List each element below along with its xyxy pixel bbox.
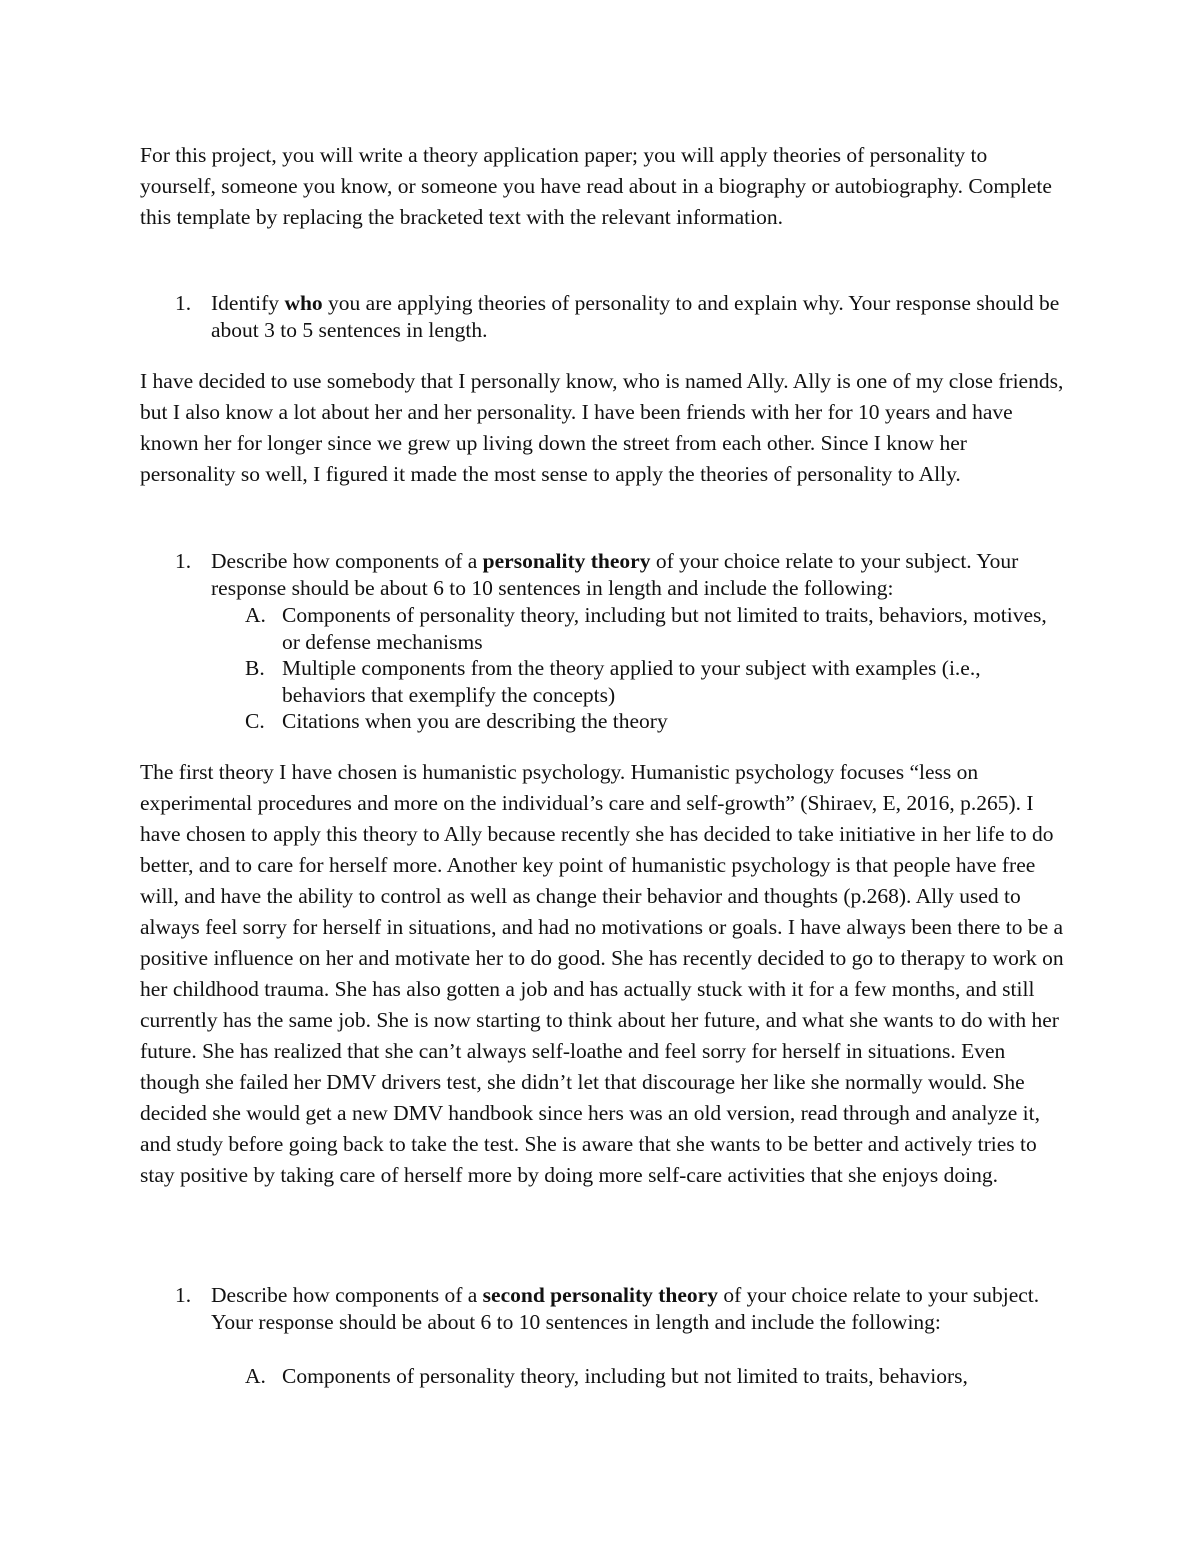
prompt-2-text-before: Describe how components of a [211,549,483,573]
prompt-1-bold: who [284,291,323,315]
prompt-2-item-a [245,602,1065,655]
prompt-3-number: 1. [175,1283,192,1307]
prompt-2-item-a-letter: A. [245,603,266,627]
prompt-3-item-a-letter: A. [245,1364,266,1388]
answer-1-paragraph: I have decided to use somebody that I personally know, who is named Ally. Ally is one of my close friends, but I also know a lot about her and her personality. I have been friends with her for 10 years and have known her for longer since we grew up living down the street from each other. Since I know her personality so well, I figured it made the most sense to apply the theories of personality to Ally. [140,369,1064,486]
prompt-1 [175,290,1065,343]
prompt-2-item-b-text: Multiple components from the theory applied to your subject with examples (i.e., behaviors that exemplify the concepts) [282,656,981,707]
prompt-3-item-a [245,1363,1065,1390]
prompt-1-number: 1. [175,291,192,315]
prompt-3 [175,1282,1065,1335]
prompt-2-number: 1. [175,549,192,573]
prompt-2 [175,548,1065,601]
prompt-3-text [211,1282,1065,1335]
prompt-2-bold: personality theory [482,549,651,573]
prompt-3-item-a-text: Components of personality theory, including but not limited to traits, behaviors, [282,1364,968,1388]
prompt-3-text-before: Describe how components of a [211,1283,483,1307]
prompt-1-text-after: you are applying theories of personality to and explain why. Your response should be about 3 to 5 sentences in length. [211,291,1060,342]
intro-paragraph: For this project, you will write a theory application paper; you will apply theories of personality to yourself, someone you know, or someone you have read about in a biography or autobiography. Complete this template by replacing the bracketed text with the relevant information. [140,143,1052,229]
prompt-2-item-a-text: Components of personality theory, including but not limited to traits, behaviors, motives, or defense mechanisms [282,603,1047,654]
prompt-2-item-c [245,708,1065,735]
prompt-2-item-c-letter: C. [245,709,265,733]
prompt-2-text [211,548,1065,601]
prompt-1-text-before: Identify [211,291,285,315]
prompt-2-item-b-letter: B. [245,656,265,680]
prompt-2-text-after: of your choice relate to your subject. Your response should be about 6 to 10 sentences in length and include the following: [211,549,1019,600]
prompt-1-text [211,290,1065,343]
prompt-2-item-b [245,655,1065,708]
answer-2-paragraph: The first theory I have chosen is humanistic psychology. Humanistic psychology focuses “less on experimental procedures and more on the individual’s care and self-growth” (Shiraev, E, 2016, p.265). I have chosen to apply this theory to Ally because recently she has decided to take initiative in her life to do better, and to care for herself more. Another key point of humanistic psychology is that people have free will, and have the ability to control as well as change their behavior and thoughts (p.268). Ally used to always feel sorry for herself in situations, and had no motivations or goals. I have always been there to be a positive influence on her and motivate her to do good. She has recently decided to go to therapy to work on her childhood trauma. She has also gotten a job and has actually stuck with it for a few months, and still currently has the same job. She is now starting to think about her future, and what she wants to do with her future. She has realized that she can’t always self-loathe and feel sorry for herself in situations. Even though she failed her DMV drivers test, she didn’t let that discourage her like she normally would. She decided she would get a new DMV handbook since hers was an old version, read through and analyze it, and study before going back to take the test. She is aware that she wants to be better and actively tries to stay positive by taking care of herself more by doing more self-care activities that she enjoys doing. [140,760,1064,1187]
prompt-3-bold: second personality theory [482,1283,718,1307]
prompt-2-item-c-text: Citations when you are describing the theory [282,709,668,733]
prompt-3-text-after: of your choice relate to your subject. Your response should be about 6 to 10 sentences in length and include the following: [211,1283,1040,1334]
